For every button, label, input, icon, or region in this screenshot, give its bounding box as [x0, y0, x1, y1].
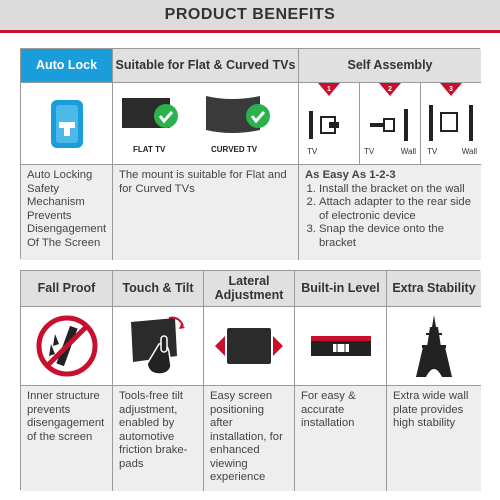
header-built-in-level: Built-in Level — [295, 271, 387, 307]
page-title-bar — [0, 0, 500, 33]
header-auto-lock: Auto Lock — [21, 49, 113, 83]
assembly-step-2 — [360, 83, 421, 164]
header-lateral-adjustment: Lateral Adjustment — [204, 271, 295, 307]
lateral-adjustment-description: Easy screen positioning after installation, for enhanced viewing experience — [204, 386, 295, 491]
lateral-arrows-icon — [213, 324, 285, 368]
page-title: PRODUCT BENEFITS — [164, 6, 336, 23]
touch-tilt-icon-cell — [113, 307, 204, 386]
step-3-wall-label: Wall — [461, 147, 477, 156]
spirit-level-icon — [309, 332, 373, 360]
self-assembly-description — [299, 165, 481, 260]
tilt-hand-icon — [125, 314, 191, 378]
step-3-badge — [440, 83, 462, 96]
easy-title: As Easy As 1-2-3 — [305, 169, 396, 181]
step-2-wall-label: Wall — [400, 147, 416, 156]
built-in-level-description: For easy & accurate installation — [295, 386, 387, 491]
header-flat-curved: Suitable for Flat & Curved TVs — [113, 49, 299, 83]
bottom-benefits-table — [20, 270, 480, 490]
auto-lock-description: Auto Locking Safety Mechanism Prevents Disengagement Of The Screen — [21, 165, 113, 260]
step-1-tv-label: TV — [307, 147, 318, 156]
lock-icon — [49, 98, 85, 150]
no-fall-icon — [35, 314, 99, 378]
flat-tv-label: FLAT TV — [133, 145, 166, 154]
step-2-tv-label: TV — [364, 147, 375, 156]
fall-proof-description: Inner structure prevents disengagement of the screen — [21, 386, 113, 491]
flat-curved-icon-cell — [113, 83, 299, 165]
assembly-step-1 — [299, 83, 360, 164]
svg-text:2: 2 — [388, 86, 392, 93]
auto-lock-icon-cell — [21, 83, 113, 165]
header-fall-proof: Fall Proof — [21, 271, 113, 307]
step-2-badge — [379, 83, 401, 96]
touch-tilt-description: Tools-free tilt adjustment, enabled by automotive friction brake-pads — [113, 386, 204, 491]
assembly-step-3 — [421, 83, 481, 164]
self-assembly-icon-cell — [299, 83, 481, 165]
list-item: 2. Attach adapter to the rear side of electronic device — [319, 196, 475, 223]
top-benefits-table — [20, 48, 480, 259]
header-self-assembly: Self Assembly — [299, 49, 481, 83]
header-touch-tilt: Touch & Tilt — [113, 271, 204, 307]
assembly-steps-list — [319, 183, 475, 251]
lateral-adjustment-icon-cell — [204, 307, 295, 386]
extra-stability-description: Extra wide wall plate provides high stability — [387, 386, 481, 491]
svg-text:3: 3 — [449, 86, 453, 93]
extra-stability-icon-cell — [387, 307, 481, 386]
eiffel-tower-icon — [408, 313, 460, 379]
list-item: 3. Snap the device onto the bracket — [319, 223, 475, 250]
snap-icon — [427, 103, 477, 143]
step-1-badge — [318, 83, 340, 96]
header-extra-stability: Extra Stability — [387, 271, 481, 307]
fall-proof-icon-cell — [21, 307, 113, 386]
svg-text:1: 1 — [327, 86, 331, 93]
list-item: 1. Install the bracket on the wall — [319, 183, 475, 197]
built-in-level-icon-cell — [295, 307, 387, 386]
curved-tv-label: CURVED TV — [211, 145, 258, 154]
adapter-icon — [366, 107, 414, 143]
bracket-icon — [307, 107, 351, 143]
step-3-tv-label: TV — [427, 147, 438, 156]
flat-curved-description: The mount is suitable for Flat and for Curved TVs — [113, 165, 299, 260]
